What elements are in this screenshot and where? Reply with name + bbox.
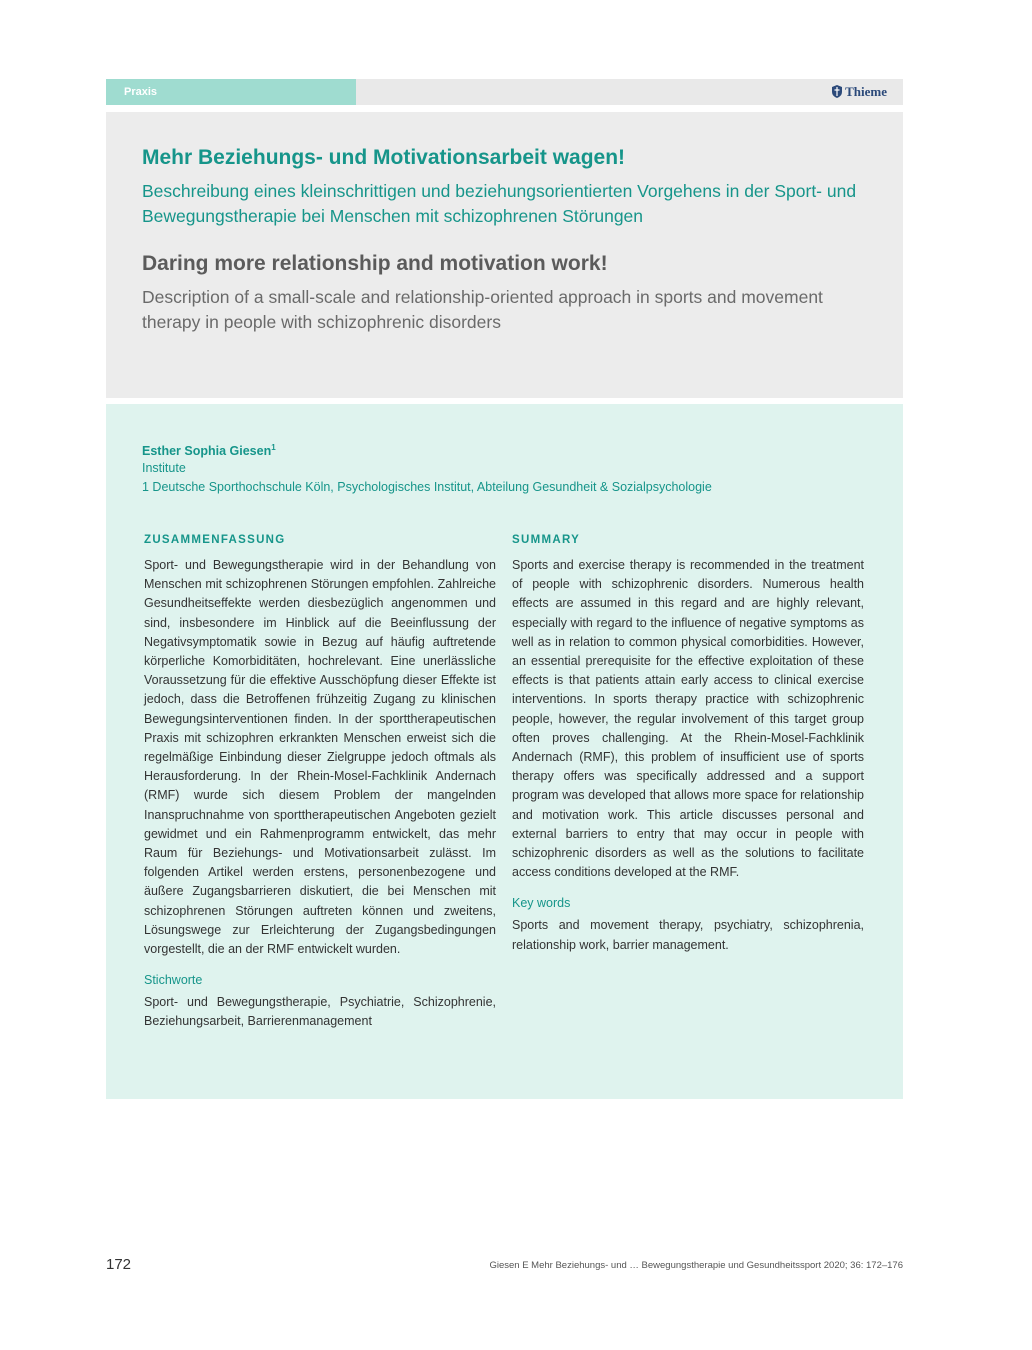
article-title-de: Mehr Beziehungs- und Motivationsarbeit wagen! — [142, 146, 626, 169]
section-label: Praxis — [106, 79, 356, 105]
thieme-emblem-icon — [832, 85, 842, 98]
keywords-de-heading: Stichworte — [144, 973, 203, 988]
publisher-name: Thieme — [845, 84, 887, 99]
article-title-en: Daring more relationship and motivation work! — [142, 252, 608, 275]
keywords-de-text: Sport- und Bewegungstherapie, Psychiatrie, Schizophrenie, Beziehungsarbeit, Barrierenmanagement — [144, 995, 496, 1029]
abstract-en-column — [512, 532, 864, 955]
institute-label: Institute — [142, 461, 186, 475]
keywords-en-text: Sports and movement therapy, psychiatry, schizophrenia, relationship work, barrier management. — [512, 918, 864, 952]
article-subtitle-de: Beschreibung eines kleinschrittigen und beziehungsorientierten Vorgehens in der Sport- und Bewegungstherapie bei Menschen mit schizophrenen Störungen — [142, 181, 857, 226]
keywords-en-heading: Key words — [512, 896, 571, 911]
author-name-text: Esther Sophia Giesen — [142, 444, 272, 459]
publisher-logo — [832, 79, 887, 105]
author-affiliation: 1 Deutsche Sporthochschule Köln, Psychologisches Institut, Abteilung Gesundheit & Sozialpsychologie — [142, 480, 712, 494]
footer-citation: Giesen E Mehr Beziehungs- und … Bewegungstherapie und Gesundheitssport 2020; 36: 172–176 — [489, 1260, 903, 1271]
author-name — [142, 439, 276, 460]
abstract-en-text: Sports and exercise therapy is recommended in the treatment of people with schizophrenic disorders. Numerous health effects are assumed in this regard and are highly relevant, especially with regard to the influence of negative symptoms as well as in relation to common physical comorbidities. However, an essential prerequisite for the effective exploitation of these effects is that patients attain early access to clinical exercise interventions. In sports therapy practice with schizophrenic people, however, the regular involvement of this target group often proves challenging. At the Rhein-Mosel-Fachklinik Andernach (RMF), this problem of insufficient use of sports therapy offers was specifically addressed and a support program was developed that allows more space for relationship and motivation work. This article discusses personal and external barriers to entry that may occur in people with schizophrenic disorders as well as the solutions to facilitate access conditions developed at the RMF. — [512, 558, 864, 880]
running-header — [106, 79, 903, 105]
abstract-de-column — [144, 532, 496, 1032]
author-affiliation-mark: 1 — [271, 443, 276, 452]
page-number: 172 — [106, 1256, 132, 1273]
abstract-de-text: Sport- und Bewegungstherapie wird in der Behandlung von Menschen mit schizophrenen Störungen empfohlen. Zahlreiche Gesundheitseffekte werden diesbezüglich angenommen und sind, insbesondere im Hinblick auf die Beeinflussung der Negativsymptomatik sowie in Bezug auf häufig auftretende körperliche Komorbiditäten, hochrelevant. Eine unerlässliche Voraussetzung für die effektive Ausschöpfung dieser Effekte ist jedoch, dass die Betroffenen frühzeitig Zugang zu klinischen Bewegungsinterventionen finden. In der sporttherapeutischen Praxis mit schizophren erkrankten Menschen erweist sich die regelmäßige Einbindung dieser Zielgruppe jedoch oftmals als Herausforderung. In der Rhein-Mosel-Fachklinik Andernach (RMF) wurde sich diesem Problem der mangelnden Inanspruchnahme von sporttherapeutischen Angeboten gezielt gewidmet und ein Rahmenprogramm entwickelt, das mehr Raum für Beziehungs- und Motivationsarbeit zulässt. Im folgenden Artikel werden erstens, personenbezogene und äußere Zugangsbarrieren diskutiert, die bei Menschen mit schizophrenen Störungen auftreten können und zweitens, Lösungswege zur Erleichterung der Zugangsbedingungen vorgestellt, die an der RMF entwickelt wurden. — [144, 558, 496, 957]
title-block — [106, 112, 903, 398]
article-subtitle-en: Description of a small-scale and relationship-oriented approach in sports and movement therapy in people with schizophrenic disorders — [142, 287, 823, 332]
abstract-en-heading: SUMMARY — [512, 534, 581, 546]
abstract-de-heading: ZUSAMMENFASSUNG — [144, 534, 286, 546]
abstract-block — [106, 404, 903, 1099]
